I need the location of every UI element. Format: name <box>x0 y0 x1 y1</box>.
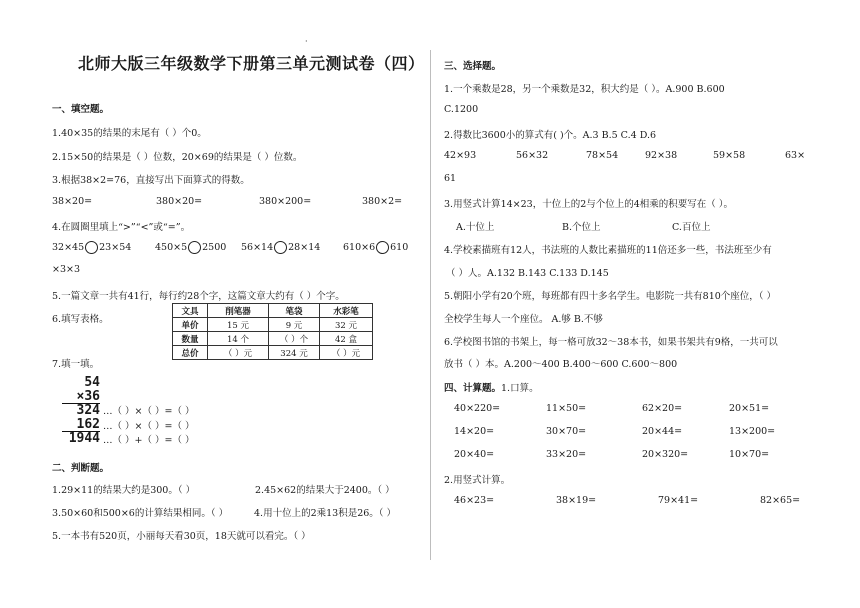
fill-q3-item: 38×20= <box>52 196 93 207</box>
oral-item: 20×44= <box>642 426 683 437</box>
choice-q2-item: 63× <box>785 150 806 161</box>
compare-item <box>343 241 408 254</box>
fill-q6: 6.填写表格。 <box>52 314 109 325</box>
answer-circle[interactable] <box>274 241 287 254</box>
choice-q5-cont: 全校学生每人一个座位。 A.够 B.不够 <box>444 314 603 325</box>
fill-q1: 1.40×35的结果的末尾有（ ）个0。 <box>52 128 207 139</box>
oral-item: 14×20= <box>454 426 495 437</box>
table-header: 水彩笔 <box>320 304 373 318</box>
oral-item: 20×320= <box>642 449 689 460</box>
table-cell: 42 盒 <box>320 332 373 346</box>
choice-q2-item: 92×38 <box>645 150 678 161</box>
choice-q2-cont: 61 <box>444 173 457 184</box>
stationery-table <box>172 303 373 360</box>
compare-item <box>52 241 131 254</box>
table-header-row <box>173 304 373 318</box>
table-cell: 15 元 <box>208 318 269 332</box>
choice-q3-option: B.个位上 <box>562 222 601 233</box>
page-title: 北师大版三年级数学下册第三单元测试卷（四） <box>78 54 425 73</box>
oral-item: 40×220= <box>454 403 501 414</box>
final-product: 1944 <box>68 431 100 446</box>
choice-q3-option: C.百位上 <box>672 222 711 233</box>
fill-q3-item: 380×200= <box>259 196 312 207</box>
compare-left: 56×14 <box>241 242 274 253</box>
section-judge-title: 二、判断题。 <box>52 463 110 474</box>
table-cell: 9 元 <box>269 318 320 332</box>
choice-q6: 6.学校图书馆的书架上，每一格可放32～38本书，如果书架共有9格，一共可以 <box>444 337 778 348</box>
oral-item: 20×51= <box>729 403 770 414</box>
table-header: 削笔器 <box>208 304 269 318</box>
table-header: 笔袋 <box>269 304 320 318</box>
fill-q7: 7.填一填。 <box>52 359 100 370</box>
compare-left: 610×6 <box>343 242 376 253</box>
choice-q4: 4.学校素描班有12人，书法班的人数比素描班的11倍还多一些，书法班至少有 <box>444 245 772 256</box>
vertical-item: 38×19= <box>556 495 597 506</box>
compare-item-continuation: ×3×3 <box>52 264 81 275</box>
multiplier: ×36 <box>76 388 100 404</box>
answer-circle[interactable] <box>376 241 389 254</box>
oral-item: 62×20= <box>642 403 683 414</box>
choice-q4-cont: （ ）人。A.132 B.143 C.133 D.145 <box>446 268 609 279</box>
section-calc-heading <box>444 380 539 394</box>
compare-right: 610 <box>390 242 409 253</box>
oral-item: 11×50= <box>546 403 587 414</box>
oral-item: 10×70= <box>729 449 770 460</box>
table-row <box>173 332 373 346</box>
choice-q2-item: 56×32 <box>516 150 549 161</box>
vmul-explain-line: …（ ）×（ ）=（ ） <box>103 421 195 432</box>
table-cell: 单价 <box>173 318 208 332</box>
vertical-item: 82×65= <box>760 495 801 506</box>
vertical-multiplication <box>60 376 100 446</box>
fill-q3-item: 380×2= <box>362 196 403 207</box>
choice-q2-item: 59×58 <box>713 150 746 161</box>
choice-q6-cont: 放书（ ）本。A.200～400 B.400～600 C.600～800 <box>444 359 678 370</box>
compare-left: 32×45 <box>52 242 85 253</box>
compare-right: 28×14 <box>288 242 321 253</box>
answer-circle[interactable] <box>85 241 98 254</box>
table-cell[interactable]: （ ）元 <box>208 346 269 360</box>
choice-q5: 5.朝阳小学有20个班，每班都有四十多名学生。电影院一共有810个座位，（ ） <box>444 291 777 302</box>
choice-q2-item: 78×54 <box>586 150 619 161</box>
compare-item <box>155 241 226 254</box>
vmul-explain-line: …（ ）+（ ）=（ ） <box>103 435 195 446</box>
judge-q4: 4.用十位上的2乘13积是26。（ ） <box>254 508 397 519</box>
choice-q1-cont: C.1200 <box>444 104 479 115</box>
fill-q5: 5.一篇文章一共有41行，每行约28个字，这篇文章大约有（ ）个字。 <box>52 291 345 302</box>
table-cell[interactable]: （ ）元 <box>320 346 373 360</box>
fill-q4: 4.在圆圈里填上“>”“<”或“=”。 <box>52 222 191 233</box>
oral-item: 33×20= <box>546 449 587 460</box>
judge-q3: 3.50×60和500×6的计算结果相同。（ ） <box>52 508 229 519</box>
oral-item: 20×40= <box>454 449 495 460</box>
section-fill-blank-title: 一、填空题。 <box>52 104 110 115</box>
table-cell[interactable]: （ ）个 <box>269 332 320 346</box>
judge-q1: 1.29×11的结果大约是300。（ ） <box>52 485 196 496</box>
oral-item: 30×70= <box>546 426 587 437</box>
partial-product-2: 162 <box>76 416 100 432</box>
choice-q1: 1.一个乘数是28，另一个乘数是32，积大约是（ ）。A.900 B.600 <box>444 84 725 95</box>
table-header: 文具 <box>173 304 208 318</box>
column-divider <box>430 50 431 560</box>
calc-sub-oral: 1.口算。 <box>501 383 539 394</box>
compare-right: 23×54 <box>99 242 132 253</box>
compare-right: 2500 <box>202 242 227 253</box>
multiplicand: 54 <box>84 375 100 390</box>
compare-left: 450×5 <box>155 242 188 253</box>
judge-q2: 2.45×62的结果大于2400。（ ） <box>255 485 395 496</box>
vmul-explain-line: …（ ）×（ ）=（ ） <box>103 406 195 417</box>
table-row <box>173 318 373 332</box>
choice-q3-option: A.十位上 <box>456 222 495 233</box>
vertical-item: 79×41= <box>658 495 699 506</box>
judge-q5: 5.一本书有520页，小丽每天看30页，18天就可以看完。（ ） <box>52 531 311 542</box>
fill-q2: 2.15×50的结果是（ ）位数，20×69的结果是（ ）位数。 <box>52 152 303 163</box>
table-cell: 14 个 <box>208 332 269 346</box>
choice-q3: 3.用竖式计算14×23，十位上的2与个位上的4相乘的积要写在（ ）。 <box>444 199 734 210</box>
table-cell: 总价 <box>173 346 208 360</box>
section-choice-title: 三、选择题。 <box>444 61 502 72</box>
table-row <box>173 346 373 360</box>
stray-mark: · <box>305 37 308 46</box>
table-cell: 数量 <box>173 332 208 346</box>
choice-q2-item: 42×93 <box>444 150 477 161</box>
table-cell: 324 元 <box>269 346 320 360</box>
partial-product-1: 324 <box>76 403 100 418</box>
answer-circle[interactable] <box>188 241 201 254</box>
vertical-item: 46×23= <box>454 495 495 506</box>
fill-q3: 3.根据38×2=76，直接写出下面算式的得数。 <box>52 175 250 186</box>
compare-item <box>241 241 320 254</box>
section-calc-title: 四、计算题。 <box>444 383 502 394</box>
table-cell: 32 元 <box>320 318 373 332</box>
oral-item: 13×200= <box>729 426 776 437</box>
calc-sub-vertical: 2.用竖式计算。 <box>444 475 511 486</box>
fill-q3-item: 380×20= <box>156 196 203 207</box>
choice-q2: 2.得数比3600小的算式有( )个。A.3 B.5 C.4 D.6 <box>444 130 657 141</box>
